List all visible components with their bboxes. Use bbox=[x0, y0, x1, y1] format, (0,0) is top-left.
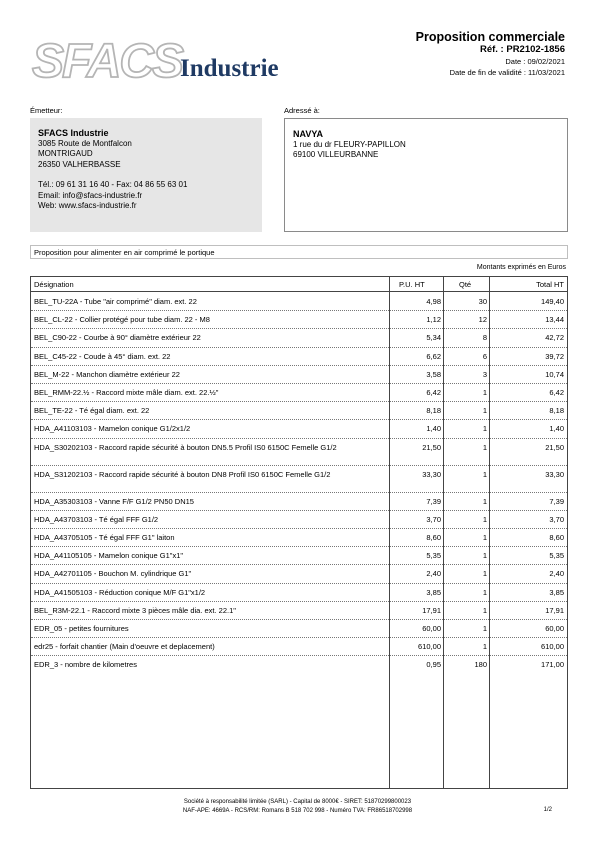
item-total: 8,60 bbox=[549, 533, 564, 542]
emitter-address-line: MONTRIGAUD bbox=[38, 149, 93, 158]
item-quantity: 12 bbox=[478, 315, 487, 325]
table-row bbox=[31, 584, 567, 602]
item-unit-price: 6,42 bbox=[426, 388, 441, 397]
emitter-address-line: 26350 VALHERBASSE bbox=[38, 159, 121, 169]
item-unit-price: 21,50 bbox=[422, 442, 441, 452]
item-total: 8,18 bbox=[549, 406, 564, 416]
item-unit-price: 5,34 bbox=[426, 333, 441, 343]
item-total: 13,44 bbox=[545, 315, 564, 325]
table-row bbox=[31, 420, 567, 438]
proposal-object: Proposition pour alimenter en air comprimé le portique bbox=[30, 245, 568, 259]
table-row bbox=[31, 366, 567, 384]
item-unit-price: 8,18 bbox=[426, 406, 441, 416]
table-row bbox=[31, 293, 567, 311]
document-reference: Réf. : PR2102-1856 bbox=[479, 44, 565, 55]
table-row bbox=[31, 602, 567, 620]
emitter-address-line: 3085 Route de Montfalcon bbox=[38, 138, 132, 148]
header-designation: Désignation bbox=[34, 280, 74, 289]
footer-line: Société à responsabilité limitée (SARL) - Capital de 8000€ - SIRET: 51870299800023 bbox=[183, 799, 412, 805]
item-quantity: 1 bbox=[482, 469, 487, 479]
header-quantity: Qté bbox=[459, 280, 472, 289]
item-unit-price: 2,40 bbox=[426, 569, 441, 579]
client-label: Adressé à: bbox=[284, 106, 320, 115]
item-unit-price: 7,39 bbox=[426, 496, 441, 506]
item-designation: BEL_CL-22 - Collier protégé pour tube diam. 22 - M8 bbox=[34, 315, 210, 325]
item-total: 60,00 bbox=[545, 624, 564, 633]
item-designation: BEL_C45-22 - Coude à 45° diam. ext. 22 bbox=[34, 351, 171, 361]
item-quantity: 1 bbox=[482, 424, 487, 434]
table-row bbox=[31, 384, 567, 402]
item-unit-price: 5,35 bbox=[426, 551, 441, 561]
item-quantity: 1 bbox=[482, 406, 487, 416]
item-designation: BEL_R3M-22.1 - Raccord mixte 3 pièces mâle dia. ext. 22.1" bbox=[34, 605, 236, 615]
item-total: 149,40 bbox=[541, 297, 564, 306]
table-row bbox=[31, 620, 567, 638]
item-quantity: 30 bbox=[478, 297, 487, 306]
client-box bbox=[284, 118, 568, 232]
item-designation: HDA_S31202103 - Raccord rapide sécurité à bouton DN8 Profil IS0 6150C Femelle G1/2 bbox=[34, 469, 331, 479]
item-designation: BEL_TU-22A - Tube "air comprimé" diam. ext. 22 bbox=[34, 297, 197, 306]
item-quantity: 180 bbox=[474, 660, 487, 670]
page-number: 1/2 bbox=[543, 807, 552, 813]
item-unit-price: 1,40 bbox=[426, 424, 441, 434]
legal-footer bbox=[0, 798, 595, 816]
emitter-website: Web: www.sfacs-industrie.fr bbox=[38, 201, 137, 210]
item-total: 39,72 bbox=[545, 351, 564, 361]
item-quantity: 1 bbox=[482, 587, 487, 597]
item-unit-price: 3,58 bbox=[426, 369, 441, 379]
emitter-phone: Tél.: 09 61 31 16 40 - Fax: 04 86 55 63 01 bbox=[38, 180, 188, 189]
item-unit-price: 1,12 bbox=[426, 315, 441, 325]
document-title: Proposition commerciale bbox=[415, 30, 565, 44]
item-unit-price: 4,98 bbox=[426, 297, 441, 306]
table-row bbox=[31, 348, 567, 366]
table-row bbox=[31, 329, 567, 347]
item-unit-price: 3,70 bbox=[426, 514, 441, 524]
client-name: NAVYA bbox=[293, 129, 324, 139]
item-total: 171,00 bbox=[541, 660, 564, 670]
item-designation: BEL_RMM-22.½ - Raccord mixte mâle diam. ext. 22.½" bbox=[34, 388, 219, 397]
table-row bbox=[31, 466, 567, 493]
item-total: 1,40 bbox=[549, 424, 564, 434]
item-unit-price: 3,85 bbox=[426, 587, 441, 597]
currency-note: Montants exprimés en Euros bbox=[476, 264, 566, 271]
table-row bbox=[31, 439, 567, 466]
items-table bbox=[30, 276, 568, 789]
item-total: 10,74 bbox=[545, 369, 564, 379]
item-total: 3,85 bbox=[549, 587, 564, 597]
item-designation: HDA_A43705105 - Té égal FFF G1" laiton bbox=[34, 533, 175, 542]
item-unit-price: 33,30 bbox=[422, 469, 441, 479]
document-date: Date : 09/02/2021 bbox=[505, 57, 565, 66]
client-address-line: 1 rue du dr FLEURY-PAPILLON bbox=[293, 139, 406, 149]
table-row bbox=[31, 402, 567, 420]
item-designation: HDA_A41103103 - Mamelon conique G1/2x1/2 bbox=[34, 424, 191, 434]
item-designation: EDR_3 - nombre de kilometres bbox=[34, 660, 137, 670]
item-total: 3,70 bbox=[549, 514, 564, 524]
item-unit-price: 17,91 bbox=[422, 605, 441, 615]
item-total: 7,39 bbox=[549, 496, 564, 506]
header-unit-price: P.U. HT bbox=[399, 280, 425, 289]
item-unit-price: 0,95 bbox=[426, 660, 441, 670]
table-row bbox=[31, 547, 567, 565]
table-row bbox=[31, 493, 567, 511]
logo-subtitle: Industrie bbox=[180, 55, 279, 82]
emitter-label: Émetteur: bbox=[30, 106, 63, 115]
item-designation: edr25 - forfait chantier (Main d'oeuvre et deplacement) bbox=[34, 642, 215, 652]
emitter-name: SFACS Industrie bbox=[38, 128, 109, 138]
company-logo bbox=[30, 30, 310, 90]
table-header bbox=[31, 277, 567, 292]
item-quantity: 1 bbox=[482, 388, 487, 397]
item-total: 6,42 bbox=[549, 388, 564, 397]
table-row bbox=[31, 565, 567, 583]
footer-line: NAF-APE: 4669A - RCS/RM: Romans B 518 702 998 - Numéro TVA: FR86518702998 bbox=[182, 808, 413, 814]
item-unit-price: 610,00 bbox=[418, 642, 441, 652]
item-designation: EDR_05 - petites fournitures bbox=[34, 624, 129, 633]
item-unit-price: 8,60 bbox=[426, 533, 441, 542]
item-unit-price: 60,00 bbox=[422, 624, 441, 633]
item-quantity: 1 bbox=[482, 605, 487, 615]
item-designation: HDA_A42701105 - Bouchon M. cylindrique G1" bbox=[34, 569, 192, 579]
item-total: 2,40 bbox=[549, 569, 564, 579]
item-designation: HDA_A35303103 - Vanne F/F G1/2 PN50 DN15 bbox=[34, 496, 194, 506]
item-designation: HDA_A41105105 - Mamelon conique G1"x1" bbox=[34, 551, 184, 561]
item-total: 33,30 bbox=[545, 469, 564, 479]
item-total: 42,72 bbox=[545, 333, 564, 343]
table-row bbox=[31, 656, 567, 674]
item-quantity: 1 bbox=[482, 533, 487, 542]
item-designation: BEL_TE-22 - Té égal diam. ext. 22 bbox=[34, 406, 150, 416]
validity-date: Date de fin de validité : 11/03/2021 bbox=[449, 68, 565, 77]
item-quantity: 1 bbox=[482, 442, 487, 452]
document-header bbox=[416, 30, 565, 78]
logo-wordmark: SFACS bbox=[32, 35, 183, 88]
item-designation: HDA_A41505103 - Réduction conique M/F G1"x1/2 bbox=[34, 587, 206, 597]
header-total: Total HT bbox=[536, 280, 564, 289]
table-row bbox=[31, 511, 567, 529]
item-quantity: 1 bbox=[482, 569, 487, 579]
item-quantity: 3 bbox=[482, 369, 487, 379]
table-row bbox=[31, 638, 567, 656]
item-total: 21,50 bbox=[545, 442, 564, 452]
item-total: 5,35 bbox=[549, 551, 564, 561]
item-quantity: 6 bbox=[482, 351, 487, 361]
item-quantity: 1 bbox=[482, 551, 487, 561]
item-designation: HDA_S30202103 - Raccord rapide sécurité à bouton DN5.5 Profil IS0 6150C Femelle G1/2 bbox=[34, 442, 337, 452]
item-quantity: 1 bbox=[482, 514, 487, 524]
item-quantity: 1 bbox=[482, 642, 487, 652]
item-unit-price: 6,62 bbox=[426, 351, 441, 361]
emitter-email: Email: info@sfacs-industrie.fr bbox=[38, 190, 143, 200]
table-row bbox=[31, 311, 567, 329]
client-address-line: 69100 VILLEURBANNE bbox=[293, 150, 379, 159]
item-designation: HDA_A43703103 - Té égal FFF G1/2 bbox=[34, 514, 159, 524]
item-designation: BEL_C90-22 - Courbe à 90° diamètre extérieur 22 bbox=[34, 333, 201, 343]
item-quantity: 8 bbox=[482, 333, 487, 343]
item-designation: BEL_M-22 - Manchon diamètre extérieur 22 bbox=[34, 369, 180, 379]
item-total: 610,00 bbox=[541, 642, 564, 652]
table-row bbox=[31, 529, 567, 547]
emitter-box bbox=[30, 118, 262, 232]
item-quantity: 1 bbox=[482, 624, 487, 633]
item-quantity: 1 bbox=[482, 496, 487, 506]
item-total: 17,91 bbox=[545, 605, 564, 615]
